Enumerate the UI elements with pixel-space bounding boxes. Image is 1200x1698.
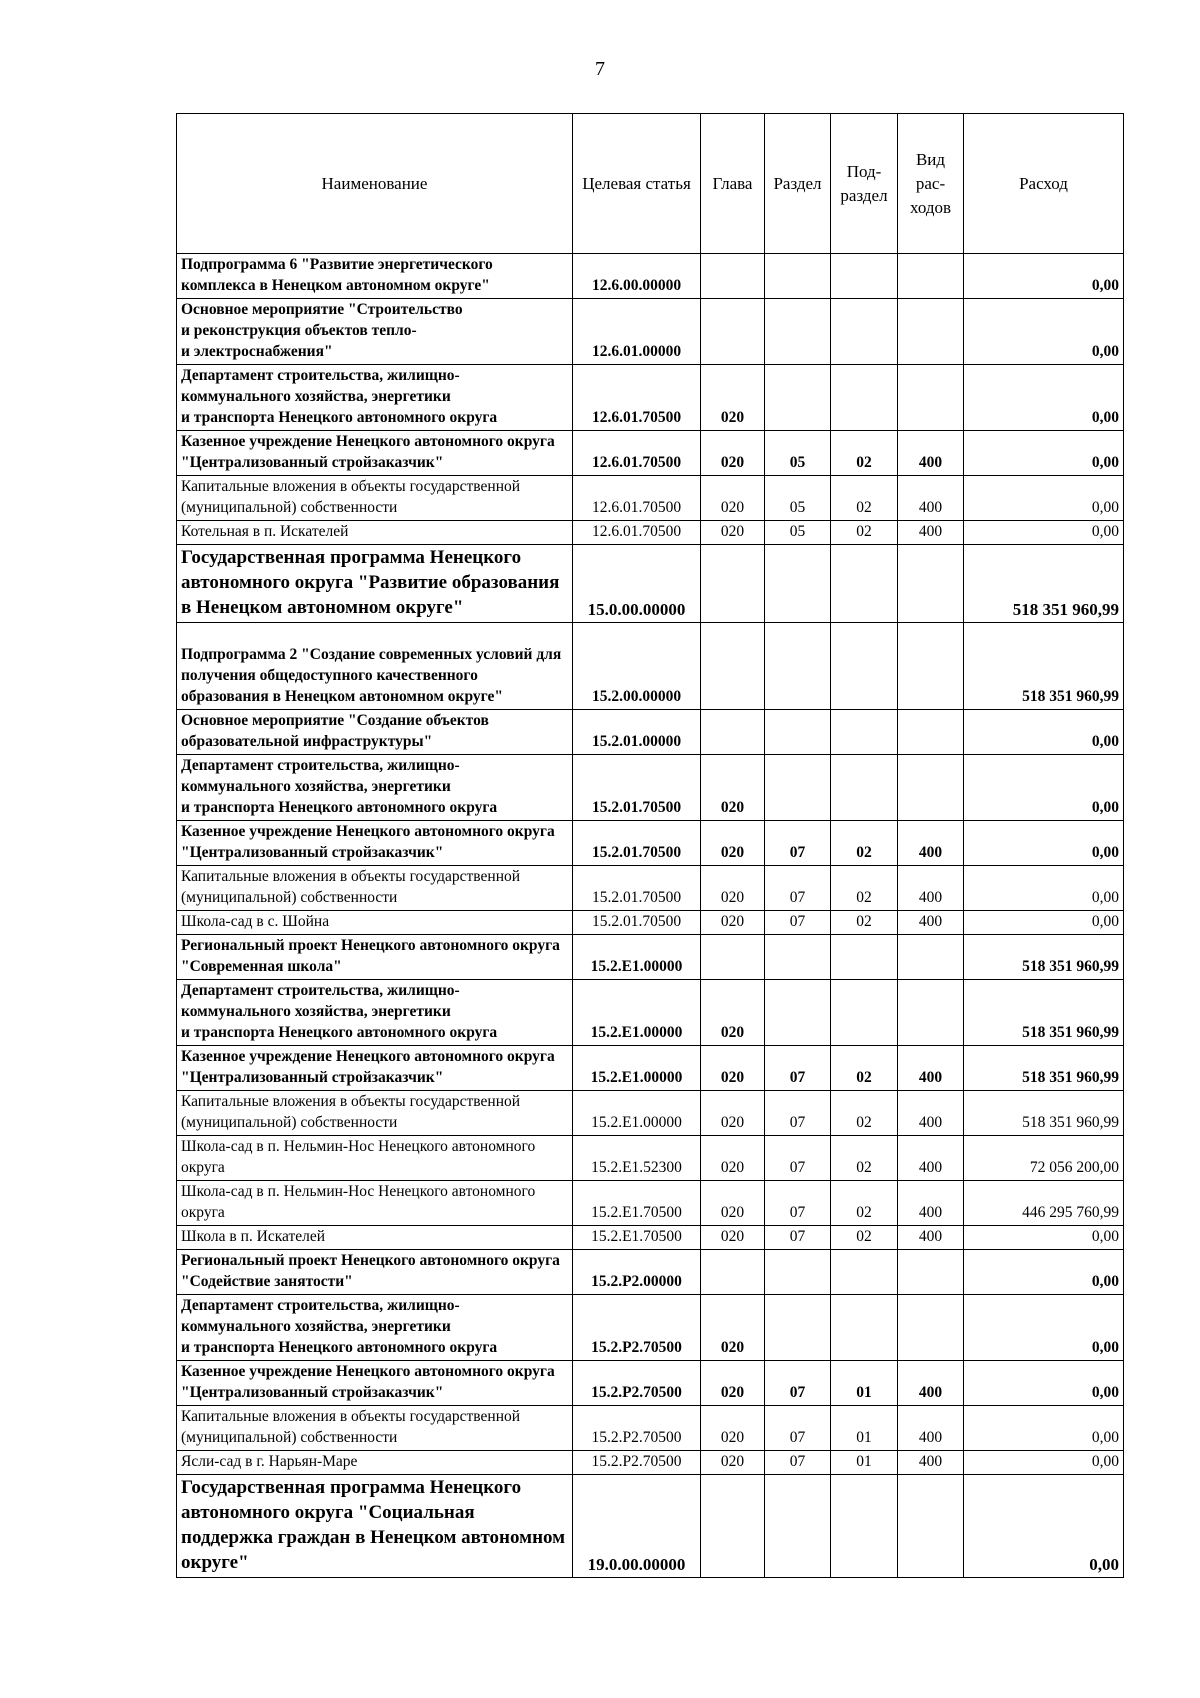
table-cell-name: Котельная в п. Искателей	[177, 521, 573, 545]
table-cell-expense-type: 400	[898, 866, 964, 911]
table-cell-target-article: 15.2.P2.70500	[573, 1295, 701, 1361]
table-cell-section: 07	[765, 1361, 831, 1406]
table-cell-amount: 0,00	[964, 1361, 1124, 1406]
table-row	[177, 431, 1124, 476]
table-cell-name: Подпрограмма 2 "Создание современных условий для получения общедоступного качественного образования в Ненецком автономном округе"	[177, 623, 573, 710]
table-cell-section	[765, 623, 831, 710]
table-cell-section	[765, 980, 831, 1046]
table-cell-subsection	[831, 254, 898, 299]
table-cell-name: Казенное учреждение Ненецкого автономного округа "Централизованный стройзаказчик"	[177, 821, 573, 866]
table-cell-name: Департамент строительства, жилищно-коммунального хозяйства, энергетики и транспорта Ненецкого автономного округа	[177, 365, 573, 431]
table-cell-amount: 0,00	[964, 755, 1124, 821]
table-cell-target-article: 15.2.E1.70500	[573, 1181, 701, 1226]
table-cell-name: Основное мероприятие "Строительство и реконструкция объектов тепло- и электроснабжения"	[177, 299, 573, 365]
table-cell-name: Школа-сад в п. Нельмин-Нос Ненецкого автономного округа	[177, 1181, 573, 1226]
table-cell-target-article: 15.2.E1.70500	[573, 1226, 701, 1250]
table-cell-section: 07	[765, 1091, 831, 1136]
table-cell-expense-type	[898, 365, 964, 431]
table-cell-target-article: 19.0.00.00000	[573, 1475, 701, 1578]
table-cell-amount: 0,00	[964, 866, 1124, 911]
table-cell-chapter: 020	[701, 1091, 765, 1136]
table-cell-amount: 0,00	[964, 299, 1124, 365]
table-cell-expense-type: 400	[898, 1136, 964, 1181]
table-cell-section: 05	[765, 476, 831, 521]
table-cell-expense-type	[898, 299, 964, 365]
table-cell-section: 07	[765, 1181, 831, 1226]
table-cell-amount: 0,00	[964, 254, 1124, 299]
table-cell-amount: 0,00	[964, 476, 1124, 521]
table-cell-expense-type	[898, 755, 964, 821]
table-cell-target-article: 15.2.01.70500	[573, 911, 701, 935]
table-cell-amount: 0,00	[964, 1250, 1124, 1295]
table-cell-name: Капитальные вложения в объекты государственной (муниципальной) собственности	[177, 1406, 573, 1451]
table-cell-chapter	[701, 545, 765, 623]
table-cell-amount: 518 351 960,99	[964, 1046, 1124, 1091]
table-cell-section: 07	[765, 1226, 831, 1250]
table-cell-chapter: 020	[701, 866, 765, 911]
table-row	[177, 1406, 1124, 1451]
table-cell-expense-type: 400	[898, 1046, 964, 1091]
table-cell-amount: 72 056 200,00	[964, 1136, 1124, 1181]
table-cell-target-article: 15.2.P2.70500	[573, 1451, 701, 1475]
table-row	[177, 545, 1124, 623]
table-cell-expense-type	[898, 1295, 964, 1361]
table-cell-amount: 0,00	[964, 521, 1124, 545]
table-cell-expense-type: 400	[898, 821, 964, 866]
table-cell-section	[765, 545, 831, 623]
table-cell-name: Школа-сад в с. Шойна	[177, 911, 573, 935]
table-cell-target-article: 15.0.00.00000	[573, 545, 701, 623]
table-cell-amount: 0,00	[964, 911, 1124, 935]
table-cell-target-article: 15.2.01.70500	[573, 821, 701, 866]
table-row	[177, 1250, 1124, 1295]
table-cell-section	[765, 935, 831, 980]
table-row	[177, 935, 1124, 980]
table-row	[177, 365, 1124, 431]
table-row	[177, 710, 1124, 755]
header-chapter: Глава	[701, 114, 765, 254]
table-cell-amount: 0,00	[964, 710, 1124, 755]
table-header-row	[177, 114, 1124, 254]
table-cell-expense-type	[898, 935, 964, 980]
table-cell-section	[765, 1475, 831, 1578]
header-section: Раздел	[765, 114, 831, 254]
table-cell-amount: 0,00	[964, 1295, 1124, 1361]
table-cell-target-article: 12.6.01.70500	[573, 521, 701, 545]
table-cell-chapter: 020	[701, 521, 765, 545]
table-cell-subsection: 02	[831, 431, 898, 476]
table-cell-chapter: 020	[701, 1181, 765, 1226]
table-cell-expense-type	[898, 1475, 964, 1578]
table-cell-name: Государственная программа Ненецкого автономного округа "Социальная поддержка граждан в Ненецком автономном округе"	[177, 1475, 573, 1578]
table-row	[177, 254, 1124, 299]
table-cell-subsection	[831, 1250, 898, 1295]
table-cell-section: 07	[765, 821, 831, 866]
table-cell-amount: 0,00	[964, 1451, 1124, 1475]
table-row	[177, 1361, 1124, 1406]
table-cell-amount: 518 351 960,99	[964, 980, 1124, 1046]
table-row	[177, 755, 1124, 821]
table-cell-chapter: 020	[701, 911, 765, 935]
table-cell-name: Школа-сад в п. Нельмин-Нос Ненецкого автономного округа	[177, 1136, 573, 1181]
table-cell-subsection: 02	[831, 1091, 898, 1136]
table-cell-subsection: 02	[831, 1136, 898, 1181]
table-row	[177, 476, 1124, 521]
table-cell-target-article: 15.2.E1.00000	[573, 980, 701, 1046]
table-cell-target-article: 15.2.P2.00000	[573, 1250, 701, 1295]
table-cell-target-article: 15.2.P2.70500	[573, 1406, 701, 1451]
table-cell-chapter: 020	[701, 1136, 765, 1181]
table-cell-section: 05	[765, 431, 831, 476]
table-row	[177, 1046, 1124, 1091]
table-cell-name: Капитальные вложения в объекты государственной (муниципальной) собственности	[177, 866, 573, 911]
table-cell-subsection	[831, 980, 898, 1046]
table-cell-expense-type: 400	[898, 1406, 964, 1451]
table-cell-target-article: 15.2.01.00000	[573, 710, 701, 755]
table-cell-subsection: 01	[831, 1361, 898, 1406]
table-cell-section: 07	[765, 911, 831, 935]
table-cell-section: 07	[765, 1136, 831, 1181]
table-cell-amount: 0,00	[964, 365, 1124, 431]
table-cell-chapter	[701, 1250, 765, 1295]
table-cell-chapter: 020	[701, 1295, 765, 1361]
table-cell-name: Ясли-сад в г. Нарьян-Маре	[177, 1451, 573, 1475]
table-cell-amount: 0,00	[964, 1475, 1124, 1578]
table-cell-chapter: 020	[701, 755, 765, 821]
table-cell-section	[765, 1295, 831, 1361]
table-cell-name: Региональный проект Ненецкого автономного округа "Современная школа"	[177, 935, 573, 980]
table-cell-chapter: 020	[701, 821, 765, 866]
table-cell-expense-type: 400	[898, 431, 964, 476]
table-cell-target-article: 15.2.E1.00000	[573, 935, 701, 980]
table-cell-section	[765, 755, 831, 821]
table-cell-subsection: 01	[831, 1451, 898, 1475]
table-cell-section: 07	[765, 1046, 831, 1091]
table-cell-subsection	[831, 545, 898, 623]
table-cell-expense-type: 400	[898, 911, 964, 935]
table-cell-name: Подпрограмма 6 "Развитие энергетического комплекса в Ненецком автономном округе"	[177, 254, 573, 299]
table-cell-expense-type	[898, 710, 964, 755]
table-cell-name: Казенное учреждение Ненецкого автономного округа "Централизованный стройзаказчик"	[177, 1361, 573, 1406]
table-cell-chapter	[701, 710, 765, 755]
table-cell-expense-type: 400	[898, 521, 964, 545]
table-cell-subsection: 02	[831, 521, 898, 545]
table-cell-chapter	[701, 1475, 765, 1578]
table-cell-amount: 518 351 960,99	[964, 623, 1124, 710]
table-cell-subsection: 02	[831, 1046, 898, 1091]
table-cell-subsection	[831, 710, 898, 755]
table-cell-subsection	[831, 365, 898, 431]
table-row	[177, 1451, 1124, 1475]
table-cell-subsection	[831, 935, 898, 980]
header-target-article: Целевая статья	[573, 114, 701, 254]
table-cell-target-article: 15.2.P2.70500	[573, 1361, 701, 1406]
table-cell-name: Школа в п. Искателей	[177, 1226, 573, 1250]
table-cell-target-article: 15.2.E1.52300	[573, 1136, 701, 1181]
table-cell-chapter	[701, 254, 765, 299]
table-cell-target-article: 15.2.00.00000	[573, 623, 701, 710]
table-cell-subsection: 02	[831, 476, 898, 521]
header-name: Наименование	[177, 114, 573, 254]
table-cell-subsection: 02	[831, 866, 898, 911]
table-cell-subsection	[831, 299, 898, 365]
table-cell-amount: 446 295 760,99	[964, 1181, 1124, 1226]
table-cell-chapter: 020	[701, 1361, 765, 1406]
table-cell-target-article: 12.6.00.00000	[573, 254, 701, 299]
table-row	[177, 821, 1124, 866]
table-cell-name: Казенное учреждение Ненецкого автономного округа "Централизованный стройзаказчик"	[177, 1046, 573, 1091]
table-cell-amount: 518 351 960,99	[964, 545, 1124, 623]
table-row	[177, 866, 1124, 911]
table-cell-chapter: 020	[701, 365, 765, 431]
table-cell-section	[765, 365, 831, 431]
table-row	[177, 980, 1124, 1046]
table-row	[177, 911, 1124, 935]
table-cell-subsection	[831, 1475, 898, 1578]
table-cell-name: Департамент строительства, жилищно-коммунального хозяйства, энергетики и транспорта Ненецкого автономного округа	[177, 755, 573, 821]
table-cell-amount: 0,00	[964, 821, 1124, 866]
table-cell-expense-type: 400	[898, 1091, 964, 1136]
table-row	[177, 1226, 1124, 1250]
table-cell-expense-type	[898, 254, 964, 299]
table-cell-subsection: 02	[831, 1181, 898, 1226]
table-cell-expense-type	[898, 1250, 964, 1295]
table-cell-name: Основное мероприятие "Создание объектов образовательной инфраструктуры"	[177, 710, 573, 755]
table-row	[177, 1475, 1124, 1578]
table-cell-amount: 518 351 960,99	[964, 935, 1124, 980]
table-row	[177, 299, 1124, 365]
table-cell-target-article: 15.2.01.70500	[573, 866, 701, 911]
table-cell-name: Казенное учреждение Ненецкого автономного округа "Централизованный стройзаказчик"	[177, 431, 573, 476]
header-amount: Расход	[964, 114, 1124, 254]
table-cell-chapter: 020	[701, 476, 765, 521]
table-cell-chapter	[701, 935, 765, 980]
table-cell-chapter: 020	[701, 1451, 765, 1475]
table-cell-expense-type: 400	[898, 476, 964, 521]
table-row	[177, 1091, 1124, 1136]
table-cell-section: 05	[765, 521, 831, 545]
table-cell-amount: 0,00	[964, 1406, 1124, 1451]
table-cell-subsection	[831, 1295, 898, 1361]
table-cell-amount: 518 351 960,99	[964, 1091, 1124, 1136]
table-cell-expense-type: 400	[898, 1226, 964, 1250]
table-cell-chapter: 020	[701, 431, 765, 476]
table-cell-section: 07	[765, 866, 831, 911]
table-cell-chapter: 020	[701, 1406, 765, 1451]
table-cell-chapter: 020	[701, 980, 765, 1046]
table-cell-name: Департамент строительства, жилищно-коммунального хозяйства, энергетики и транспорта Ненецкого автономного округа	[177, 1295, 573, 1361]
table-cell-expense-type	[898, 980, 964, 1046]
table-cell-name: Государственная программа Ненецкого автономного округа "Развитие образования в Ненецком автономном округе"	[177, 545, 573, 623]
table-cell-target-article: 15.2.01.70500	[573, 755, 701, 821]
table-cell-expense-type	[898, 623, 964, 710]
table-cell-subsection: 02	[831, 911, 898, 935]
table-cell-chapter	[701, 299, 765, 365]
table-cell-amount: 0,00	[964, 1226, 1124, 1250]
table-cell-subsection: 02	[831, 1226, 898, 1250]
table-cell-expense-type: 400	[898, 1181, 964, 1226]
table-cell-subsection	[831, 623, 898, 710]
page-number: 7	[595, 58, 605, 80]
table-cell-section	[765, 254, 831, 299]
table-cell-chapter: 020	[701, 1226, 765, 1250]
table-cell-chapter: 020	[701, 1046, 765, 1091]
table-cell-target-article: 15.2.E1.00000	[573, 1046, 701, 1091]
table-cell-name: Капитальные вложения в объекты государственной (муниципальной) собственности	[177, 1091, 573, 1136]
table-row	[177, 521, 1124, 545]
header-subsection: Под- раздел	[831, 114, 898, 254]
table-cell-name: Региональный проект Ненецкого автономного округа "Содействие занятости"	[177, 1250, 573, 1295]
table-cell-section	[765, 299, 831, 365]
table-cell-section: 07	[765, 1451, 831, 1475]
table-cell-section	[765, 710, 831, 755]
table-cell-subsection: 02	[831, 821, 898, 866]
table-cell-target-article: 15.2.E1.00000	[573, 1091, 701, 1136]
table-cell-target-article: 12.6.01.70500	[573, 365, 701, 431]
table-cell-expense-type	[898, 545, 964, 623]
table-cell-section: 07	[765, 1406, 831, 1451]
table-cell-expense-type: 400	[898, 1361, 964, 1406]
table-cell-subsection	[831, 755, 898, 821]
table-cell-name: Департамент строительства, жилищно-коммунального хозяйства, энергетики и транспорта Ненецкого автономного округа	[177, 980, 573, 1046]
table-cell-subsection: 01	[831, 1406, 898, 1451]
table-row	[177, 623, 1124, 710]
table-cell-target-article: 12.6.01.70500	[573, 431, 701, 476]
table-cell-section	[765, 1250, 831, 1295]
header-expense-type: Вид рас- ходов	[898, 114, 964, 254]
budget-table	[176, 113, 1124, 1578]
table-body	[177, 254, 1124, 1578]
table-cell-target-article: 12.6.01.70500	[573, 476, 701, 521]
table-row	[177, 1136, 1124, 1181]
table-row	[177, 1295, 1124, 1361]
table-cell-expense-type: 400	[898, 1451, 964, 1475]
table-cell-target-article: 12.6.01.00000	[573, 299, 701, 365]
table-row	[177, 1181, 1124, 1226]
table-cell-name: Капитальные вложения в объекты государственной (муниципальной) собственности	[177, 476, 573, 521]
table-cell-amount: 0,00	[964, 431, 1124, 476]
table-cell-chapter	[701, 623, 765, 710]
